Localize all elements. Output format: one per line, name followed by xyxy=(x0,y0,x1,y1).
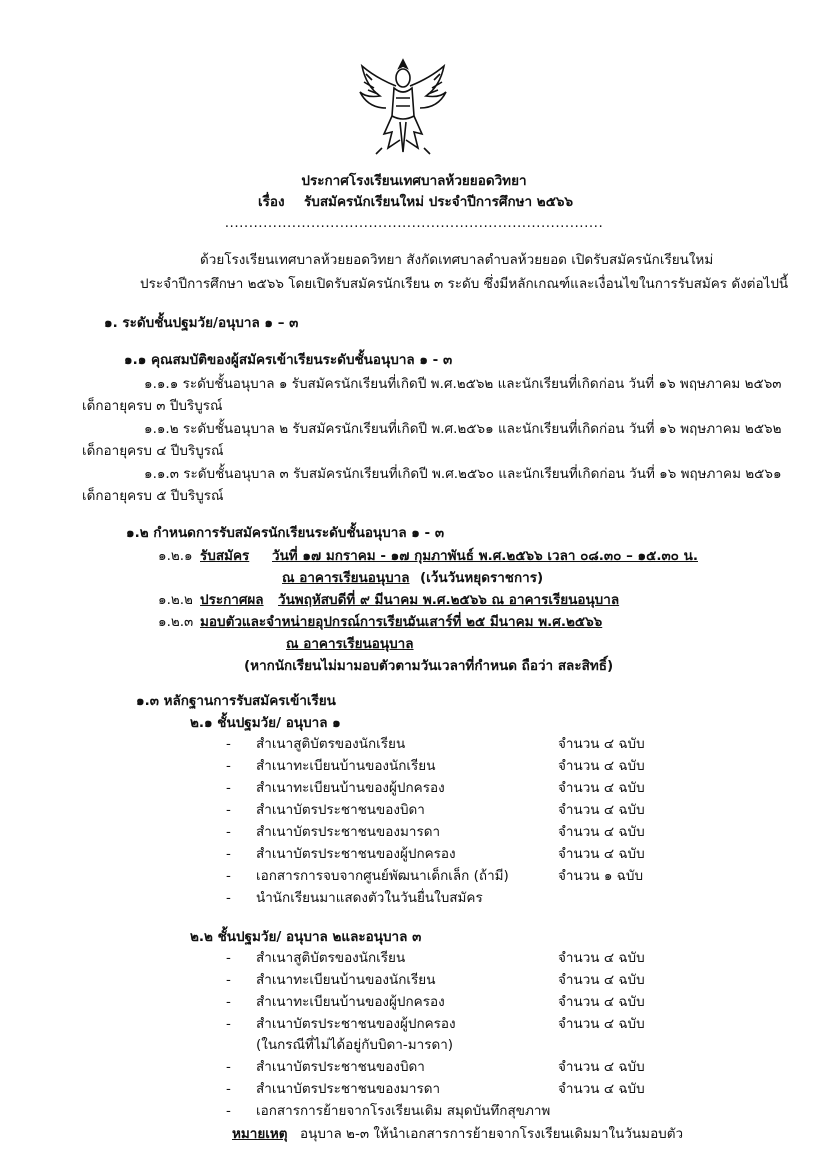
bullet-dash: - xyxy=(226,994,231,1010)
announce-number: ๑.๒.๒ xyxy=(158,592,193,608)
intro-line-1: ด้วยโรงเรียนเทศบาลห้วยยอดวิทยา สังกัดเทศบาลตำบลห้วยยอด เปิดรับสมัครนักเรียนใหม่ xyxy=(200,252,714,268)
bullet-dash: - xyxy=(226,736,231,752)
report-label: มอบตัวและจำหน่ายอุปกรณ์การเรียน xyxy=(200,614,412,630)
report-date: วันเสาร์ที่ ๒๕ มีนาคม พ.ศ.๒๕๖๖ xyxy=(408,614,603,630)
eligibility-item-2: ๑.๑.๒ ระดับชั้นอนุบาล ๒ รับสมัครนักเรียนที่เกิดปี พ.ศ.๒๕๖๑ และนักเรียนที่เกิดก่อน วันที่ ๑๖ พฤษภาคม ๒๕๖๒ xyxy=(144,421,782,437)
group-kindergarten-1-heading: ๒.๑ ชั้นปฐมวัย/ อนุบาล ๑ xyxy=(190,715,341,731)
document-quantity: จำนวน ๔ ฉบับ xyxy=(558,780,645,796)
eligibility-item-1-age: เด็กอายุครบ ๓ ปีบริบูรณ์ xyxy=(82,398,223,414)
document-name: เอกสารการจบจากศูนย์พัฒนาเด็กเล็ก (ถ้ามี) xyxy=(256,868,509,884)
subject-text: รับสมัครนักเรียนใหม่ ประจำปีการศึกษา ๒๕๖๖ xyxy=(304,194,574,210)
announce-label: ประกาศผล xyxy=(200,592,264,608)
document-name: เอกสารการย้ายจากโรงเรียนเดิม สมุดบันทึกสุขภาพ xyxy=(256,1103,551,1119)
document-name: สำเนาบัตรประชาชนของบิดา xyxy=(256,802,425,818)
bullet-dash: - xyxy=(226,1016,231,1032)
bullet-dash: - xyxy=(226,802,231,818)
document-quantity: จำนวน ๔ ฉบับ xyxy=(558,846,645,862)
guardian-condition-note: (ในกรณีที่ไม่ได้อยู่กับบิดา-มารดา) xyxy=(256,1037,454,1053)
section-1-1-heading: ๑.๑ คุณสมบัติของผู้สมัครเข้าเรียนระดับชั้นอนุบาล ๑ - ๓ xyxy=(124,352,453,368)
section-1-2-heading: ๑.๒ กำหนดการรับสมัครนักเรียนระดับชั้นอนุบาล ๑ - ๓ xyxy=(126,525,445,541)
bullet-dash: - xyxy=(226,846,231,862)
document-name: นำนักเรียนมาแสดงตัวในวันยื่นใบสมัคร xyxy=(256,890,483,906)
subject-label: เรื่อง xyxy=(258,194,285,210)
eligibility-item-3-age: เด็กอายุครบ ๕ ปีบริบูรณ์ xyxy=(82,488,224,504)
document-name: สำเนาบัตรประชาชนของมารดา xyxy=(256,1081,441,1097)
announcement-title: ประกาศโรงเรียนเทศบาลห้วยยอดวิทยา xyxy=(301,173,527,189)
group-kindergarten-2-3-heading: ๒.๒ ชั้นปฐมวัย/ อนุบาล ๒และอนุบาล ๓ xyxy=(190,929,422,945)
document-name: สำเนาสูติบัตรของนักเรียน xyxy=(256,736,406,752)
apply-note: (เว้นวันหยุดราชการ) xyxy=(420,570,544,586)
apply-label: รับสมัคร xyxy=(200,548,250,564)
document-name: สำเนาสูติบัตรของนักเรียน xyxy=(256,950,406,966)
document-quantity: จำนวน ๔ ฉบับ xyxy=(558,758,645,774)
document-name: สำเนาบัตรประชาชนของผู้ปกครอง xyxy=(256,1016,456,1032)
document-name: สำเนาบัตรประชาชนของบิดา xyxy=(256,1059,425,1075)
announce-detail: วันพฤหัสบดีที่ ๙ มีนาคม พ.ศ.๒๕๖๖ ณ อาคารเรียนอนุบาล xyxy=(278,592,620,608)
intro-line-2: ประจำปีการศึกษา ๒๕๖๖ โดยเปิดรับสมัครนักเรียน ๓ ระดับ ซึ่งมีหลักเกณฑ์และเงื่อนไขในการรับสมัคร ดังต่อไปนี้ xyxy=(140,276,789,292)
bullet-dash: - xyxy=(226,824,231,840)
eligibility-item-1: ๑.๑.๑ ระดับชั้นอนุบาล ๑ รับสมัครนักเรียนที่เกิดปี พ.ศ.๒๕๖๒ และนักเรียนที่เกิดก่อน วันที่ ๑๖ พฤษภาคม ๒๕๖๓ xyxy=(144,376,782,392)
document-quantity: จำนวน ๔ ฉบับ xyxy=(558,1016,645,1032)
apply-date: วันที่ ๑๗ มกราคม - ๑๗ กุมภาพันธ์ พ.ศ.๒๕๖๖ เวลา ๐๘.๓๐ – ๑๕.๓๐ น. xyxy=(272,548,698,564)
apply-number: ๑.๒.๑ xyxy=(158,548,193,564)
eligibility-item-3: ๑.๑.๓ ระดับชั้นอนุบาล ๓ รับสมัครนักเรียนที่เกิดปี พ.ศ.๒๕๖๐ และนักเรียนที่เกิดก่อน วันที่ ๑๖ พฤษภาคม ๒๕๖๑ xyxy=(144,466,782,482)
bullet-dash: - xyxy=(226,868,231,884)
bullet-dash: - xyxy=(226,780,231,796)
bullet-dash: - xyxy=(226,890,231,906)
report-number: ๑.๒.๓ xyxy=(158,614,194,630)
document-quantity: จำนวน ๔ ฉบับ xyxy=(558,994,645,1010)
report-note: (หากนักเรียนไม่มามอบตัวตามวันเวลาที่กำหนด ถือว่า สละสิทธิ์) xyxy=(244,658,614,674)
remark-label: หมายเหตุ xyxy=(232,1126,288,1142)
document-name: สำเนาทะเบียนบ้านของนักเรียน xyxy=(256,758,436,774)
document-quantity: จำนวน ๔ ฉบับ xyxy=(558,972,645,988)
bullet-dash: - xyxy=(226,758,231,774)
report-place: ณ อาคารเรียนอนุบาล xyxy=(286,636,414,652)
eligibility-item-2-age: เด็กอายุครบ ๔ ปีบริบูรณ์ xyxy=(82,443,224,459)
document-quantity: จำนวน ๔ ฉบับ xyxy=(558,824,645,840)
bullet-dash: - xyxy=(226,950,231,966)
section-1-heading: ๑. ระดับชั้นปฐมวัย/อนุบาล ๑ – ๓ xyxy=(104,315,299,331)
document-quantity: จำนวน ๔ ฉบับ xyxy=(558,802,645,818)
document-quantity: จำนวน ๑ ฉบับ xyxy=(558,868,644,884)
garuda-emblem-icon xyxy=(356,56,450,156)
bullet-dash: - xyxy=(226,1103,231,1119)
document-quantity: จำนวน ๔ ฉบับ xyxy=(558,950,645,966)
document-name: สำเนาทะเบียนบ้านของผู้ปกครอง xyxy=(256,780,445,796)
remark-text: อนุบาล ๒-๓ ให้นำเอกสารการย้ายจากโรงเรียนเดิมมาในวันมอบตัว xyxy=(300,1126,684,1142)
document-quantity: จำนวน ๔ ฉบับ xyxy=(558,736,645,752)
document-quantity: จำนวน ๔ ฉบับ xyxy=(558,1081,645,1097)
section-1-3-heading: ๑.๓ หลักฐานการรับสมัครเข้าเรียน xyxy=(136,693,336,709)
bullet-dash: - xyxy=(226,1081,231,1097)
bullet-dash: - xyxy=(226,972,231,988)
bullet-dash: - xyxy=(226,1059,231,1075)
document-name: สำเนาทะเบียนบ้านของผู้ปกครอง xyxy=(256,994,445,1010)
apply-place: ณ อาคารเรียนอนุบาล xyxy=(282,570,410,586)
document-quantity: จำนวน ๔ ฉบับ xyxy=(558,1059,645,1075)
document-name: สำเนาบัตรประชาชนของมารดา xyxy=(256,824,441,840)
document-name: สำเนาบัตรประชาชนของผู้ปกครอง xyxy=(256,846,456,862)
document-name: สำเนาทะเบียนบ้านของนักเรียน xyxy=(256,972,436,988)
header-divider: ............................................................................... xyxy=(224,215,604,231)
